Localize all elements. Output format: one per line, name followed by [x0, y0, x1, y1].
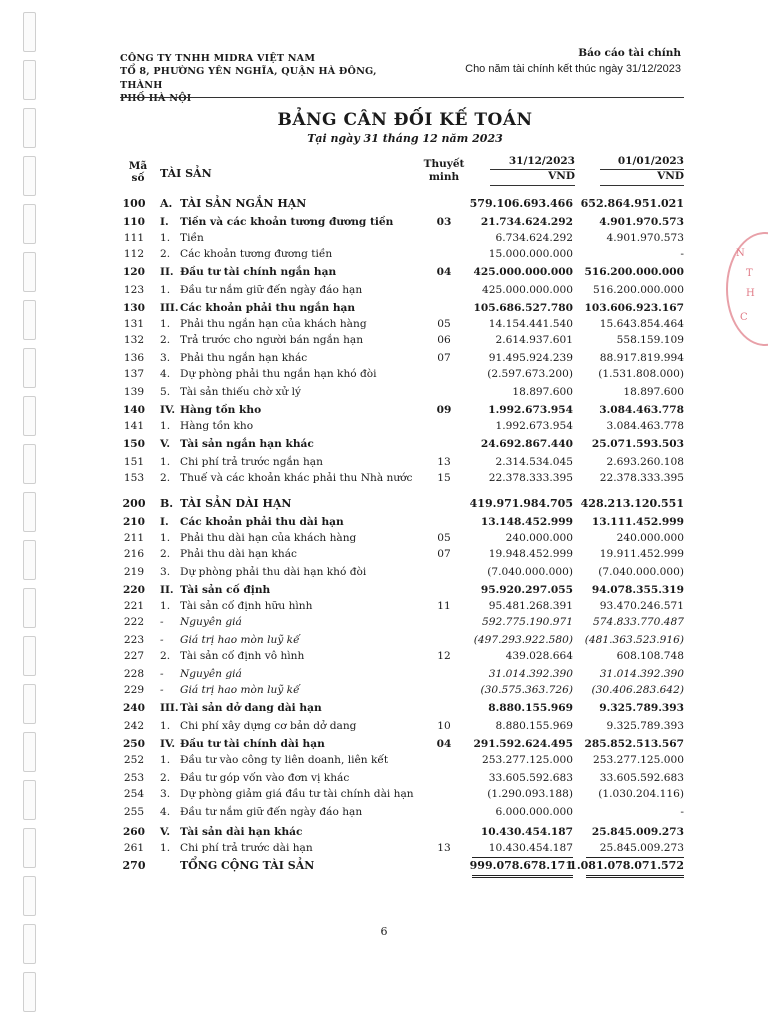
col-header-note: Thuyết minh — [423, 158, 465, 183]
row-code: 250 — [122, 738, 146, 750]
table-row — [0, 470, 768, 486]
row-label: Đầu tư nắm giữ đến ngày đáo hạn — [180, 284, 363, 296]
row-value-2023-01-01: 4.901.970.573 — [606, 232, 684, 244]
row-label: Chi phí trả trước ngắn hạn — [180, 456, 323, 468]
row-code: 120 — [122, 266, 146, 278]
table-row — [0, 648, 768, 664]
row-value-2023-12-31: 253.277.125.000 — [482, 754, 573, 766]
row-value-2023-12-31: 999.078.678.171 — [469, 859, 573, 872]
page-number: 6 — [380, 925, 388, 938]
row-code: 141 — [123, 420, 145, 432]
report-type: Báo cáo tài chính — [578, 47, 681, 59]
row-code: 223 — [123, 634, 145, 646]
row-value-2023-01-01: - — [680, 806, 684, 818]
table-row — [0, 840, 768, 856]
row-value-2023-12-31: 291.592.624.495 — [473, 738, 573, 750]
row-value-2023-12-31: 13.148.452.999 — [480, 516, 573, 528]
row-label: TÀI SẢN NGẮN HẠN — [180, 197, 307, 210]
row-index: IV. — [160, 404, 176, 416]
row-label: Dự phòng phải thu dài hạn khó đòi — [180, 566, 367, 578]
table-row — [0, 752, 768, 768]
row-value-2023-12-31: (30.575.363.726) — [480, 684, 573, 696]
row-value-2023-12-31: 91.495.924.239 — [488, 352, 573, 364]
row-index: 2. — [160, 334, 171, 346]
row-value-2023-01-01: 94.078.355.319 — [591, 584, 684, 596]
row-index: 1. — [160, 232, 171, 244]
row-index: 3. — [160, 566, 171, 578]
row-value-2023-12-31: 31.014.392.390 — [488, 668, 573, 680]
row-index: 2. — [160, 772, 171, 784]
col-header-date1: 31/12/2023 — [508, 155, 575, 167]
row-value-2023-01-01: 253.277.125.000 — [593, 754, 684, 766]
page-title: BẢNG CÂN ĐỐI KẾ TOÁN — [277, 110, 533, 130]
row-note: 03 — [436, 216, 452, 228]
table-row — [0, 736, 768, 752]
row-code: 240 — [122, 702, 146, 714]
row-note: 06 — [437, 334, 451, 346]
row-label: Trả trước cho người bán ngắn hạn — [180, 334, 364, 346]
row-value-2023-12-31: 1.992.673.954 — [495, 420, 573, 432]
row-note: 13 — [437, 456, 451, 468]
row-code: 227 — [123, 650, 145, 662]
row-label: Giá trị hao mòn luỹ kế — [180, 684, 300, 696]
row-label: Phải thu ngắn hạn khác — [180, 352, 308, 364]
row-index: III. — [160, 702, 179, 714]
company-address-line2: PHỐ HÀ NỘI — [120, 93, 192, 105]
row-value-2023-01-01: 13.111.452.999 — [591, 516, 684, 528]
row-value-2023-01-01: - — [680, 248, 684, 260]
row-code: 220 — [122, 584, 146, 596]
row-label: Đầu tư vào công ty liên doanh, liên kết — [180, 754, 389, 766]
row-value-2023-12-31: 2.314.534.045 — [495, 456, 573, 468]
row-label: Giá trị hao mòn luỹ kế — [180, 634, 300, 646]
row-code: 253 — [123, 772, 145, 784]
table-row — [0, 332, 768, 348]
row-code: 136 — [123, 352, 145, 364]
table-row — [0, 770, 768, 786]
row-index: IV. — [160, 738, 176, 750]
row-value-2023-01-01: 652.864.951.021 — [580, 197, 684, 210]
row-code: 200 — [122, 497, 146, 510]
row-code: 111 — [123, 232, 145, 244]
row-value-2023-12-31: 21.734.624.292 — [480, 216, 573, 228]
table-row — [0, 454, 768, 470]
total-underline — [586, 875, 684, 876]
row-value-2023-01-01: 25.845.009.273 — [591, 826, 684, 838]
table-row — [0, 564, 768, 580]
row-index: 1. — [160, 532, 171, 544]
company-stamp: N T H C — [726, 232, 768, 346]
table-row — [0, 350, 768, 366]
row-index: 4. — [160, 368, 171, 380]
company-address-line1: TỔ 8, PHƯỜNG YÊN NGHĨA, QUẬN HÀ ĐÔNG, THÀNH — [120, 66, 377, 91]
row-index: 1. — [160, 456, 171, 468]
table-row — [0, 546, 768, 562]
company-name: CÔNG TY TNHH MIDRA VIỆT NAM — [120, 53, 316, 64]
row-label: Đầu tư góp vốn vào đơn vị khác — [180, 772, 350, 784]
row-label: Tiền và các khoản tương đương tiền — [180, 216, 394, 228]
row-value-2023-01-01: 25.845.009.273 — [599, 842, 684, 854]
row-label: Tài sản thiếu chờ xử lý — [180, 386, 301, 398]
table-row — [0, 316, 768, 332]
row-note: 10 — [437, 720, 451, 732]
row-label: Thuế và các khoản khác phải thu Nhà nước — [180, 472, 413, 484]
row-label: Phải thu dài hạn khác — [180, 548, 297, 560]
row-value-2023-01-01: 516.200.000.000 — [593, 284, 684, 296]
row-index: I. — [160, 516, 169, 528]
row-value-2023-01-01: 240.000.000 — [616, 532, 684, 544]
table-row — [0, 666, 768, 682]
row-value-2023-01-01: 103.606.923.167 — [584, 302, 684, 314]
row-index: 1. — [160, 600, 171, 612]
row-note: 13 — [437, 842, 451, 854]
report-header — [465, 47, 681, 75]
row-value-2023-12-31: 6.000.000.000 — [495, 806, 573, 818]
row-code: 110 — [122, 216, 146, 228]
row-code: 211 — [123, 532, 145, 544]
row-label: Đầu tư tài chính dài hạn — [180, 738, 325, 750]
row-label: Tài sản cố định hữu hình — [180, 600, 313, 612]
row-index: - — [160, 668, 164, 680]
row-index: II. — [160, 266, 174, 278]
row-index: - — [160, 616, 164, 628]
table-row — [0, 300, 768, 316]
row-value-2023-01-01: 31.014.392.390 — [599, 668, 684, 680]
row-value-2023-12-31: 419.971.984.705 — [469, 497, 573, 510]
row-code: 255 — [123, 806, 145, 818]
row-note: 12 — [437, 650, 451, 662]
table-row — [0, 858, 768, 874]
row-value-2023-12-31: 425.000.000.000 — [482, 284, 573, 296]
row-code: 130 — [122, 302, 146, 314]
row-note: 11 — [437, 600, 451, 612]
table-row — [0, 246, 768, 262]
table-row — [0, 632, 768, 648]
row-value-2023-01-01: 18.897.600 — [623, 386, 684, 398]
header-divider — [120, 97, 684, 98]
table-row — [0, 384, 768, 400]
binding-hole — [23, 60, 36, 100]
row-code: 261 — [123, 842, 145, 854]
row-note: 04 — [436, 738, 452, 750]
row-value-2023-12-31: 8.880.155.969 — [488, 702, 573, 714]
row-index: 2. — [160, 548, 171, 560]
table-row — [0, 682, 768, 698]
row-index: 1. — [160, 720, 171, 732]
row-label: Tài sản cố định vô hình — [180, 650, 305, 662]
row-label: Các khoản tương đương tiền — [180, 248, 333, 260]
row-value-2023-01-01: (7.040.000.000) — [598, 566, 684, 578]
table-row — [0, 418, 768, 434]
total-underline — [586, 877, 684, 878]
row-index: 2. — [160, 472, 171, 484]
row-code: 270 — [122, 859, 146, 872]
row-value-2023-12-31: 6.734.624.292 — [495, 232, 573, 244]
row-index: 2. — [160, 248, 171, 260]
binding-hole — [23, 972, 36, 1012]
row-code: 153 — [123, 472, 145, 484]
col-header-unit2-rule — [600, 185, 684, 186]
row-value-2023-01-01: 1.081.078.071.572 — [569, 859, 684, 872]
row-value-2023-01-01: 33.605.592.683 — [599, 772, 684, 784]
row-value-2023-01-01: 3.084.463.778 — [606, 420, 684, 432]
row-value-2023-12-31: 18.897.600 — [512, 386, 573, 398]
row-code: 131 — [123, 318, 145, 330]
row-index: I. — [160, 216, 169, 228]
row-label: Phải thu ngắn hạn của khách hàng — [180, 318, 367, 330]
row-code: 151 — [123, 456, 145, 468]
row-label: TÀI SẢN DÀI HẠN — [180, 497, 292, 510]
row-value-2023-12-31: 95.920.297.055 — [480, 584, 573, 596]
row-value-2023-01-01: 285.852.513.567 — [584, 738, 684, 750]
row-index: B. — [160, 497, 174, 510]
table-row — [0, 496, 768, 512]
row-code: 210 — [122, 516, 146, 528]
table-row — [0, 614, 768, 630]
report-date: Tại ngày 31 tháng 12 năm 2023 — [307, 132, 503, 145]
row-value-2023-01-01: 15.643.854.464 — [599, 318, 684, 330]
row-code: 150 — [122, 438, 146, 450]
row-index: 1. — [160, 842, 171, 854]
row-code: 216 — [123, 548, 145, 560]
row-value-2023-01-01: 93.470.246.571 — [599, 600, 684, 612]
row-code: 252 — [123, 754, 145, 766]
row-index: 1. — [160, 318, 171, 330]
row-value-2023-12-31: 95.481.268.391 — [488, 600, 573, 612]
row-value-2023-01-01: 22.378.333.395 — [599, 472, 684, 484]
total-underline — [586, 857, 684, 858]
binding-hole — [23, 12, 36, 52]
col-header-unit1: VND — [548, 170, 575, 182]
row-value-2023-01-01: 558.159.109 — [616, 334, 684, 346]
table-row — [0, 402, 768, 418]
row-label: Đầu tư nắm giữ đến ngày đáo hạn — [180, 806, 363, 818]
row-value-2023-12-31: (2.597.673.200) — [487, 368, 573, 380]
row-value-2023-12-31: 19.948.452.999 — [488, 548, 573, 560]
row-label: Nguyên giá — [180, 668, 242, 680]
row-index: V. — [160, 438, 171, 450]
row-value-2023-01-01: 516.200.000.000 — [584, 266, 684, 278]
col-header-unit1-rule — [490, 185, 575, 186]
col-header-unit2: VND — [657, 170, 684, 182]
table-row — [0, 264, 768, 280]
row-value-2023-12-31: 10.430.454.187 — [480, 826, 573, 838]
row-code: 222 — [123, 616, 145, 628]
row-index: 3. — [160, 788, 171, 800]
row-value-2023-12-31: 439.028.664 — [505, 650, 573, 662]
table-row — [0, 282, 768, 298]
row-note: 09 — [436, 404, 452, 416]
row-index: - — [160, 684, 164, 696]
row-code: 137 — [123, 368, 145, 380]
table-row — [0, 214, 768, 230]
row-label: Nguyên giá — [180, 616, 242, 628]
row-index: V. — [160, 826, 171, 838]
row-index: 5. — [160, 386, 171, 398]
row-index: 3. — [160, 352, 171, 364]
row-value-2023-12-31: 33.605.592.683 — [488, 772, 573, 784]
row-value-2023-12-31: 105.686.527.780 — [473, 302, 573, 314]
row-note: 07 — [437, 548, 451, 560]
row-value-2023-12-31: 10.430.454.187 — [488, 842, 573, 854]
row-index: 1. — [160, 284, 171, 296]
total-underline — [472, 857, 573, 858]
row-value-2023-01-01: (1.030.204.116) — [598, 788, 684, 800]
table-row — [0, 514, 768, 530]
row-index: II. — [160, 584, 174, 596]
table-row — [0, 436, 768, 452]
row-value-2023-01-01: (1.531.808.000) — [598, 368, 684, 380]
row-index: 1. — [160, 754, 171, 766]
row-code: 254 — [123, 788, 145, 800]
row-value-2023-12-31: 579.106.693.466 — [469, 197, 573, 210]
row-index: III. — [160, 302, 179, 314]
row-value-2023-12-31: (1.290.093.188) — [487, 788, 573, 800]
row-label: Các khoản phải thu dài hạn — [180, 516, 344, 528]
row-note: 04 — [436, 266, 452, 278]
row-value-2023-01-01: (481.363.523.916) — [584, 634, 684, 646]
row-value-2023-01-01: 9.325.789.393 — [606, 720, 684, 732]
row-label: Phải thu dài hạn của khách hàng — [180, 532, 357, 544]
row-value-2023-12-31: (497.293.922.580) — [473, 634, 573, 646]
row-label: TỔNG CỘNG TÀI SẢN — [180, 859, 315, 872]
row-code: 123 — [123, 284, 145, 296]
row-value-2023-12-31: (7.040.000.000) — [487, 566, 573, 578]
row-index: 4. — [160, 806, 171, 818]
row-value-2023-12-31: 2.614.937.601 — [495, 334, 573, 346]
row-value-2023-12-31: 592.775.190.971 — [482, 616, 573, 628]
row-index: - — [160, 634, 164, 646]
row-code: 100 — [122, 197, 146, 210]
row-code: 139 — [123, 386, 145, 398]
table-row — [0, 824, 768, 840]
row-label: Chi phí trả trước dài hạn — [180, 842, 313, 854]
row-value-2023-12-31: 15.000.000.000 — [488, 248, 573, 260]
row-code: 221 — [123, 600, 145, 612]
row-note: 07 — [437, 352, 451, 364]
table-row — [0, 804, 768, 820]
row-code: 132 — [123, 334, 145, 346]
row-label: Tài sản cố định — [180, 584, 271, 596]
table-row — [0, 582, 768, 598]
row-label: Tài sản dài hạn khác — [180, 826, 303, 838]
total-underline — [472, 875, 573, 876]
report-period: Cho năm tài chính kết thúc ngày 31/12/2023 — [465, 63, 681, 75]
row-value-2023-01-01: 9.325.789.393 — [599, 702, 684, 714]
table-row — [0, 786, 768, 802]
table-row — [0, 700, 768, 716]
table-row — [0, 366, 768, 382]
row-value-2023-01-01: 574.833.770.487 — [593, 616, 684, 628]
table-row — [0, 718, 768, 734]
row-value-2023-12-31: 14.154.441.540 — [488, 318, 573, 330]
row-index: A. — [160, 197, 173, 210]
row-code: 228 — [123, 668, 145, 680]
row-note: 05 — [437, 532, 451, 544]
row-label: Tài sản ngắn hạn khác — [180, 438, 314, 450]
row-code: 112 — [123, 248, 145, 260]
row-label: Tiền — [180, 232, 204, 244]
table-row — [0, 230, 768, 246]
row-label: Đầu tư tài chính ngắn hạn — [180, 266, 337, 278]
col-header-code: Mã số — [128, 160, 148, 184]
row-label: Hàng tồn kho — [180, 404, 262, 416]
row-value-2023-12-31: 24.692.867.440 — [480, 438, 573, 450]
row-label: Chi phí xây dựng cơ bản dở dang — [180, 720, 357, 732]
table-row — [0, 598, 768, 614]
col-header-asset: TÀI SẢN — [160, 167, 212, 180]
row-value-2023-01-01: 608.108.748 — [616, 650, 684, 662]
row-code: 242 — [123, 720, 145, 732]
row-code: 140 — [122, 404, 146, 416]
row-value-2023-01-01: 25.071.593.503 — [591, 438, 684, 450]
row-value-2023-01-01: 428.213.120.551 — [580, 497, 684, 510]
row-index: 1. — [160, 420, 171, 432]
row-value-2023-12-31: 240.000.000 — [505, 532, 573, 544]
row-label: Tài sản dở dang dài hạn — [180, 702, 322, 714]
row-label: Hàng tồn kho — [180, 420, 254, 432]
binding-hole — [23, 156, 36, 196]
table-row — [0, 530, 768, 546]
row-value-2023-12-31: 22.378.333.395 — [488, 472, 573, 484]
binding-hole — [23, 876, 36, 916]
row-value-2023-01-01: 88.917.819.994 — [599, 352, 684, 364]
row-label: Các khoản phải thu ngắn hạn — [180, 302, 356, 314]
row-value-2023-01-01: 19.911.452.999 — [599, 548, 684, 560]
row-value-2023-01-01: 2.693.260.108 — [606, 456, 684, 468]
col-header-date2: 01/01/2023 — [617, 155, 684, 167]
row-value-2023-12-31: 8.880.155.969 — [495, 720, 573, 732]
row-note: 15 — [437, 472, 451, 484]
row-value-2023-12-31: 1.992.673.954 — [488, 404, 573, 416]
row-value-2023-12-31: 425.000.000.000 — [473, 266, 573, 278]
row-code: 260 — [122, 826, 146, 838]
row-label: Dự phòng phải thu ngắn hạn khó đòi — [180, 368, 377, 380]
row-code: 219 — [123, 566, 145, 578]
row-value-2023-01-01: 4.901.970.573 — [599, 216, 684, 228]
row-note: 05 — [437, 318, 451, 330]
row-value-2023-01-01: (30.406.283.642) — [591, 684, 684, 696]
row-value-2023-01-01: 3.084.463.778 — [599, 404, 684, 416]
table-row — [0, 196, 768, 212]
row-label: Dự phòng giảm giá đầu tư tài chính dài hạn — [180, 788, 414, 800]
total-underline — [472, 877, 573, 878]
row-index: 2. — [160, 650, 171, 662]
row-code: 229 — [123, 684, 145, 696]
